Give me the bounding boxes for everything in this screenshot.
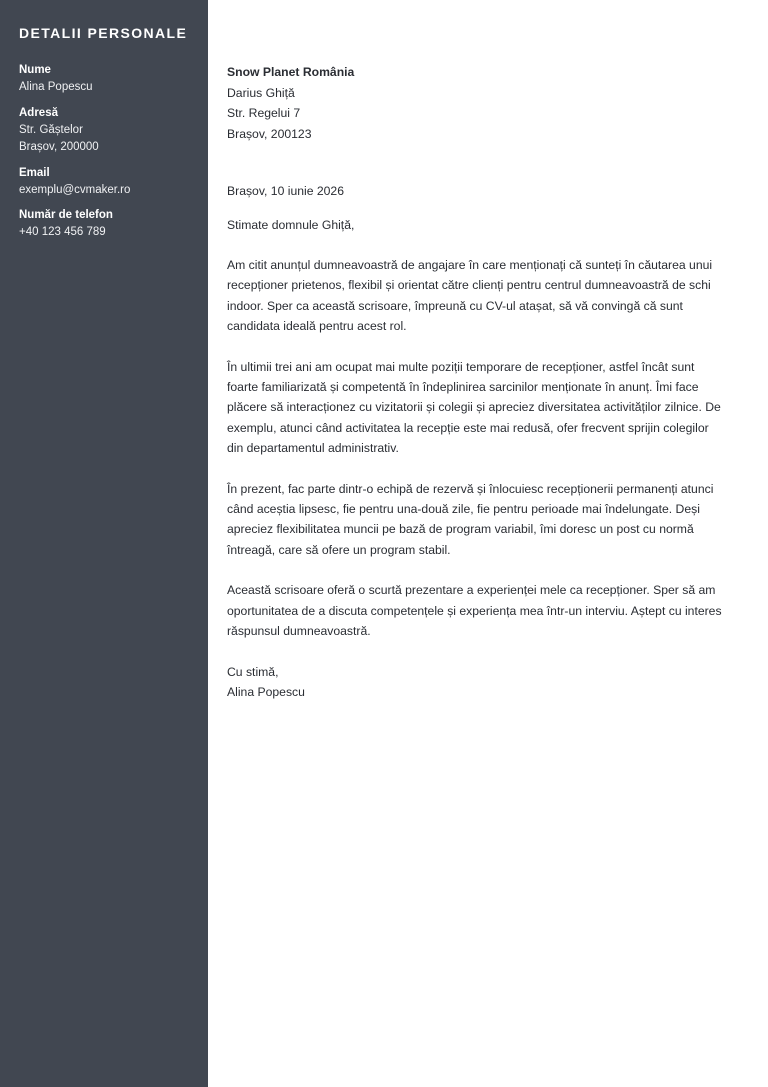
recipient-company: Snow Planet România xyxy=(227,65,355,79)
letter-greeting: Stimate domnule Ghiță, xyxy=(227,217,355,232)
detail-value: Brașov, 200000 xyxy=(19,141,99,153)
detail-value: exemplu@cvmaker.ro xyxy=(19,183,131,196)
recipient-block xyxy=(227,62,727,144)
letter-signoff xyxy=(227,662,727,703)
detail-address xyxy=(19,105,208,157)
detail-label: Adresă xyxy=(19,106,58,119)
detail-label: Email xyxy=(19,166,50,179)
recipient-city: Brașov, 200123 xyxy=(227,126,312,141)
letter-body xyxy=(227,62,727,703)
detail-value: Str. Găștelor xyxy=(19,123,83,136)
detail-name xyxy=(19,62,208,97)
letter-paragraph: Această scrisoare oferă o scurtă prezentare a experienței mele ca recepționer. Sper să am oportunitatea de a discuta competențele și experiența mea într-un interviu. Aștept cu interes răspunsul dumneavoastră. xyxy=(227,583,722,639)
letter-paragraph: Am citit anunțul dumneavoastră de angajare în care menționați că sunteți în căutarea unui recepționer prietenos, flexibil și orientat către clienți pentru centrul dumneavoastră de schi indoor. Sper ca această scrisoare, împreună cu CV-ul atașat, să vă convingă că sunt candidata ideală pentru acest rol. xyxy=(227,258,713,334)
detail-value: +40 123 456 789 xyxy=(19,226,106,238)
letter-paragraph: În ultimii trei ani am ocupat mai multe poziții temporare de recepționer, astfel încât sunt foarte familiarizată și competentă în îndeplinirea sarcinilor menționate în anunț. Îmi face plăcere să interacționez cu vizitatorii și colegii și apreciez diversitatea activităților zilnice. De exemplu, atunci când activitatea la recepție este mai redusă, ofer frecvent sprijin colegilor din departamentul administrativ. xyxy=(227,359,721,456)
letter-signature: Alina Popescu xyxy=(227,685,305,699)
detail-value: Alina Popescu xyxy=(19,81,93,93)
sidebar-title: DETALII PERSONALE xyxy=(19,25,188,41)
letter-closing: Cu stimă, xyxy=(227,664,279,679)
detail-label: Nume xyxy=(19,64,51,76)
detail-label: Număr de telefon xyxy=(19,209,113,221)
letter-paragraph: În prezent, fac parte dintr-o echipă de rezervă și înlocuiesc recepționerii permanenți atunci când aceștia lipsesc, fie pentru una-două zile, fie pentru perioade mai îndelungate. Deși apreciez flexibilitatea muncii pe bază de program variabil, îmi doresc un post cu normă întreagă, care să ofere un program stabil. xyxy=(227,481,714,557)
detail-email xyxy=(19,165,208,200)
detail-phone xyxy=(19,207,208,242)
sidebar-personal-details xyxy=(0,0,208,1087)
letter-date: Brașov, 10 iunie 2026 xyxy=(227,184,344,198)
recipient-name: Darius Ghiță xyxy=(227,85,295,100)
recipient-street: Str. Regelui 7 xyxy=(227,106,301,120)
